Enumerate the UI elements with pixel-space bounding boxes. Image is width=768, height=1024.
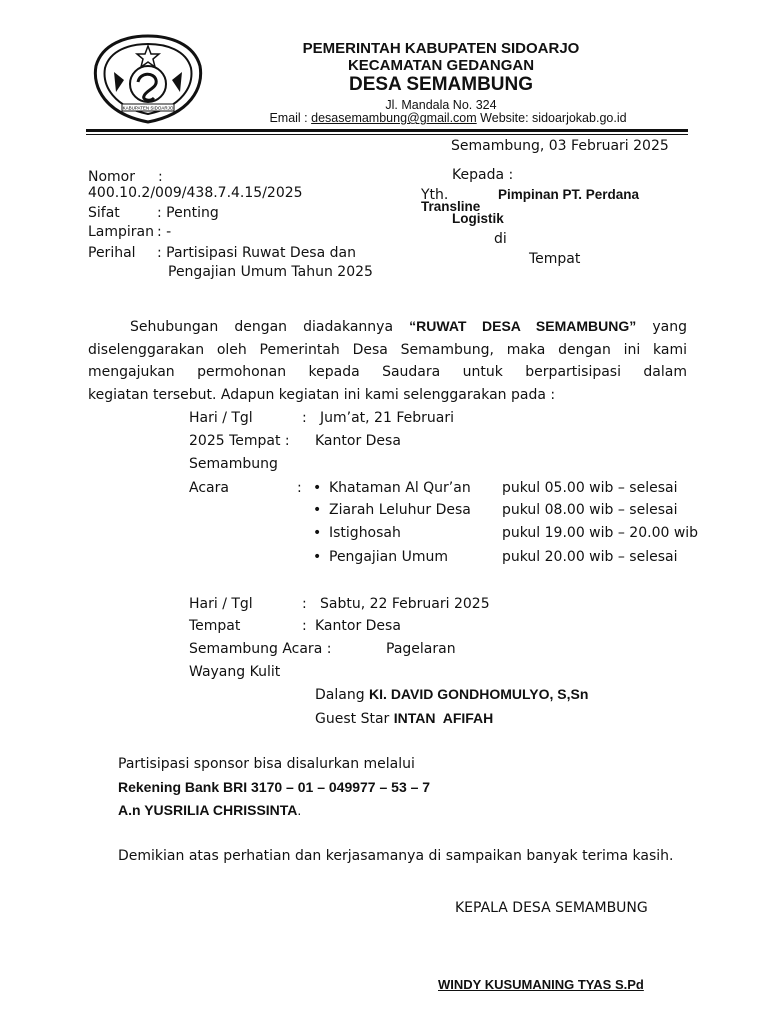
agenda-bullet: • [313,502,322,518]
signature-name: WINDY KUSUMANING TYAS S.Pd [438,977,644,992]
kepada-label: Kepada : [452,167,514,183]
letterhead-address: Jl. Mandala No. 324 [385,98,497,112]
website-text: Website: sidoarjokab.go.id [480,111,627,125]
guest-star-label: Guest Star [315,711,390,727]
agenda-bullet: • [313,525,322,541]
letterhead-line2: KECAMATAN GEDANGAN [347,57,535,74]
recipient-name-line1: Pimpinan PT. Perdana [498,187,640,202]
p1-event-name: “RUWAT DESA SEMAMBUNG” [409,318,637,334]
event1-acara-label: Acara [189,480,229,496]
di-label: di [494,231,507,247]
event2-acara-value: Pagelaran [386,641,456,657]
event1-hari-colon: : [302,410,307,426]
event2-hari-colon: : [302,596,307,612]
event1-line2: 2025 Tempat : [189,433,290,449]
p1-post: yang [652,319,688,335]
signature-title: KEPALA DESA SEMAMBUNG [455,900,648,916]
dalang-label: Dalang [315,687,365,703]
agenda-item-time: pukul 08.00 wib – selesai [502,502,678,518]
agenda-bullet: • [313,480,322,496]
perihal-value-line2: Pengajian Umum Tahun 2025 [168,264,373,280]
agenda-item-name: Khataman Al Qur’an [329,480,471,496]
lampiran-value: : - [157,224,172,240]
perihal-value-line1: : Partisipasi Ruwat Desa dan [157,245,356,261]
agenda-item-name: Pengajian Umum [329,549,448,565]
paragraph-line3: mengajukan permohonan kepada Saudara untuk berpartisipasi dalam [88,364,687,380]
sponsor-line1: Partisipasi sponsor bisa disalurkan melalui [118,756,415,772]
perihal-label: Perihal [88,245,136,261]
email-label: Email : [269,111,308,125]
agenda-item-name: Istighosah [329,525,401,541]
paragraph-line2: diselenggarakan oleh Pemerintah Desa Semambung, maka dengan ini kami [88,342,687,358]
event2-line4: Wayang Kulit [189,664,281,680]
event2-line3: Semambung Acara : [189,641,332,657]
dalang-value: KI. DAVID GONDHOMULYO, S,Sn [369,686,589,702]
lampiran-label: Lampiran [88,224,155,240]
closing-sentence: Demikian atas perhatian dan kerjasamanya di sampaikan banyak terima kasih. [118,848,674,864]
agenda-item-time: pukul 20.00 wib – selesai [502,549,678,565]
agenda-item-time: pukul 19.00 wib – 20.00 wib [502,525,699,541]
event1-line3: Semambung [189,456,278,472]
recipient-name-line2: Transline [421,199,481,214]
nomor-value: 400.10.2/009/438.7.4.15/2025 [88,185,303,201]
agenda-item-name: Ziarah Leluhur Desa [329,502,471,518]
event2-tempat-value: Kantor Desa [315,618,401,634]
yth-label: Yth. [421,187,449,203]
event2-dalang [315,686,588,703]
event2-guest-star [315,710,493,727]
letterhead-rule-thin [86,134,688,135]
sponsor-account-holder [118,802,301,818]
nomor-colon: : [158,169,163,185]
letterhead-rule-thick [86,129,688,132]
letterhead-village-name: DESA SEMAMBUNG [348,74,534,95]
agenda-bullet: • [313,549,322,565]
agenda-item-time: pukul 05.00 wib – selesai [502,480,678,496]
event2-tempat-colon: : [302,618,307,634]
paragraph-line1 [130,318,687,335]
logo-caption: KABUPATEN SIDOARJO [122,105,174,111]
tempat-label: Tempat [529,251,581,267]
paragraph-line4: kegiatan tersebut. Adapun kegiatan ini kami selenggarakan pada : [88,387,556,403]
email-link[interactable]: desasemambung@gmail.com [311,111,477,125]
sifat-label: Sifat [88,205,120,221]
letterhead-contact [269,111,626,125]
account-holder-name: A.n YUSRILIA CHRISSINTA [118,802,298,818]
event2-hari-label: Hari / Tgl [189,596,253,612]
sifat-value: : Penting [157,205,219,221]
event2-hari-value: Sabtu, 22 Februari 2025 [320,596,490,612]
p1-pre: Sehubungan dengan diadakannya [130,319,394,335]
nomor-label: Nomor [88,169,135,185]
account-holder-period: . [297,802,302,818]
guest-star-value: INTAN AFIFAH [393,710,494,726]
village-emblem-logo [92,32,204,126]
event1-hari-label: Hari / Tgl [189,410,253,426]
recipient-name-line3: Logistik [452,211,504,226]
event2-tempat-label: Tempat [189,618,241,634]
sponsor-bank-account: Rekening Bank BRI 3170 – 01 – 049977 – 53 – 7 [118,779,431,795]
event1-acara-colon: : [297,480,302,496]
event1-hari-value: Jum’at, 21 Februari [320,410,454,426]
letter-date: Semambung, 03 Februari 2025 [451,138,669,154]
event1-tempat-value: Kantor Desa [315,433,401,449]
letterhead-line1: PEMERINTAH KABUPATEN SIDOARJO [302,40,580,57]
